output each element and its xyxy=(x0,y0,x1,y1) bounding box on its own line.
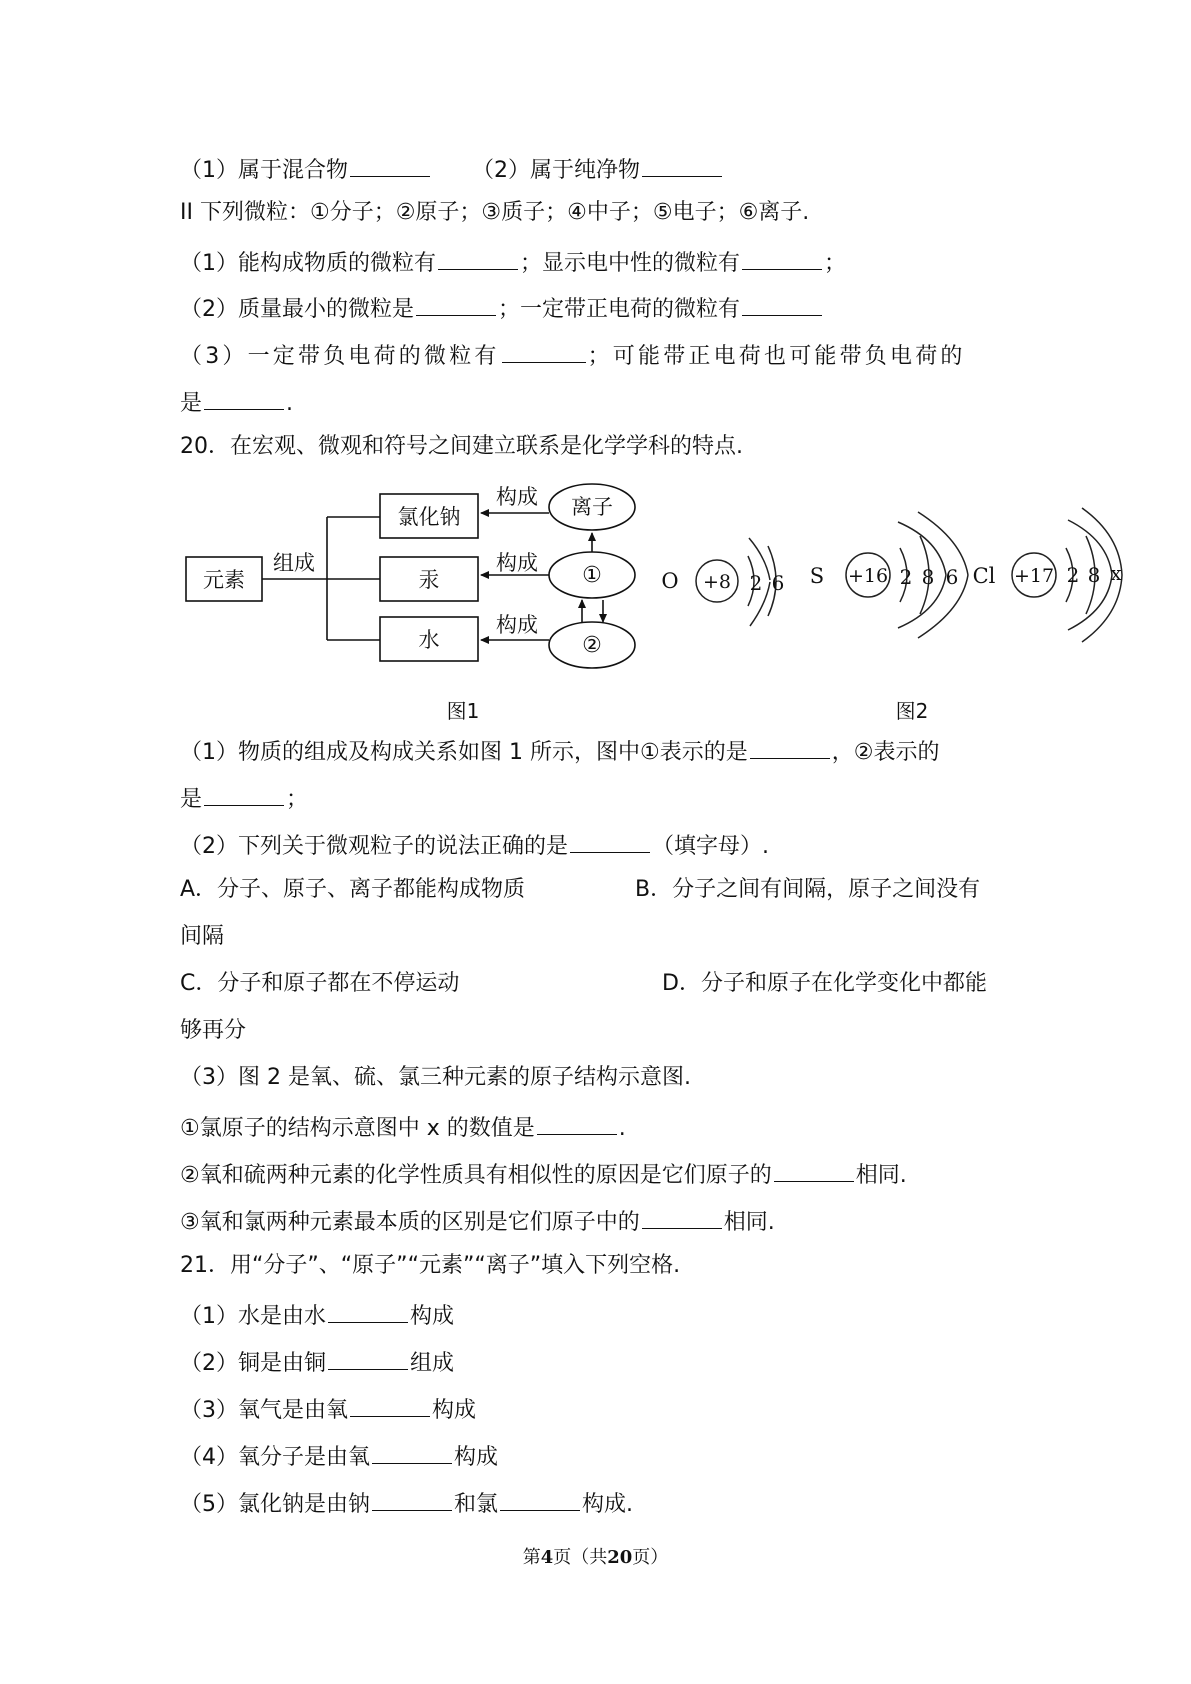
text: . xyxy=(286,391,294,416)
q21-item-4 xyxy=(180,1439,498,1473)
q21-item-3 xyxy=(180,1392,476,1426)
shell-s-1: 2 xyxy=(899,565,913,589)
mixture-pure-line xyxy=(180,152,724,186)
q20-sub1-line xyxy=(180,1110,626,1144)
q21-item-2 xyxy=(180,1345,454,1379)
text: 页（共 xyxy=(553,1547,608,1568)
text: 是 xyxy=(180,391,203,416)
q21-stem xyxy=(180,1251,680,1281)
text: （1）物质的组成及构成关系如图 1 所示，图中①表示的是 xyxy=(180,740,748,765)
text: （5）氯化钠是由钠 xyxy=(180,1492,370,1517)
nucleus-charge-cl: +17 xyxy=(1013,565,1055,587)
particles-line-3 xyxy=(180,338,966,372)
shell-o-1: 2 xyxy=(749,571,763,595)
shell-s-3: 6 xyxy=(945,565,959,589)
text: （2）下列关于微观粒子的说法正确的是 xyxy=(180,834,568,859)
text: . xyxy=(618,1116,626,1141)
answer-blank[interactable] xyxy=(502,338,586,363)
options-row-ab xyxy=(180,875,1020,905)
construct-label-2: 构成 xyxy=(496,551,538,575)
q20-part1-line-2 xyxy=(180,781,308,815)
total-pages: 20 xyxy=(607,1547,633,1568)
particles-intro xyxy=(180,198,809,228)
text: 21．用“分子”、“原子”“元素”“离子”填入下列空格. xyxy=(180,1253,681,1278)
particle-ion: 离子 xyxy=(571,495,613,519)
text: （1）水是由水 xyxy=(180,1304,326,1329)
text: 页） xyxy=(632,1547,669,1568)
answer-blank[interactable] xyxy=(328,1298,408,1323)
text: （1）能构成物质的微粒有 xyxy=(180,251,436,276)
atom-symbol-s: S xyxy=(809,564,825,588)
text: 是 xyxy=(180,787,203,812)
answer-blank[interactable] xyxy=(372,1439,452,1464)
shell-cl-2: 8 xyxy=(1087,563,1101,587)
text: ；显示电中性的微粒有 xyxy=(520,251,741,276)
text: ； xyxy=(286,787,309,812)
q20-sub2-line xyxy=(180,1157,907,1191)
text: （4）氧分子是由氧 xyxy=(180,1445,370,1470)
q20-sub3-line xyxy=(180,1204,775,1238)
option-b-wrap xyxy=(180,922,224,952)
element-label: 元素 xyxy=(203,568,245,592)
nucleus-charge-o: +8 xyxy=(702,571,732,593)
answer-blank[interactable] xyxy=(350,1392,430,1417)
text: （2）铜是由铜 xyxy=(180,1351,326,1376)
text: 间隔 xyxy=(180,924,225,949)
text: 构成 xyxy=(410,1304,455,1329)
answer-blank[interactable] xyxy=(570,828,650,853)
substance-water: 水 xyxy=(418,628,440,652)
option-a[interactable]: A．分子、原子、离子都能构成物质 xyxy=(180,877,526,902)
answer-blank[interactable] xyxy=(438,245,518,270)
answer-blank[interactable] xyxy=(537,1110,617,1135)
particles-line-2 xyxy=(180,291,824,325)
text: 相同. xyxy=(855,1163,907,1188)
answer-blank[interactable] xyxy=(204,385,284,410)
text: （2）质量最小的微粒是 xyxy=(180,297,414,322)
page-number: 4 xyxy=(540,1547,554,1568)
shell-s-2: 8 xyxy=(921,565,935,589)
answer-blank[interactable] xyxy=(416,291,496,316)
construct-label-3: 构成 xyxy=(496,613,538,637)
answer-blank[interactable] xyxy=(750,734,830,759)
options-row-cd xyxy=(180,969,1020,999)
text: ，②表示的 xyxy=(831,740,940,765)
text: 构成 xyxy=(454,1445,499,1470)
answer-blank[interactable] xyxy=(204,781,284,806)
text: 和氯 xyxy=(454,1492,499,1517)
text: ；可能带正电荷也可能带负电荷的 xyxy=(587,344,966,369)
text: 构成. xyxy=(582,1492,634,1517)
nucleus-charge-s: +16 xyxy=(847,565,889,587)
q2-pure-label: （2）属于纯净物 xyxy=(472,158,640,183)
answer-blank[interactable] xyxy=(328,1345,408,1370)
q20-part1-line xyxy=(180,734,939,768)
text: 20．在宏观、微观和符号之间建立联系是化学学科的特点. xyxy=(180,434,743,459)
q20-part2-line xyxy=(180,828,769,862)
text: （3）一定带负电荷的微粒有 xyxy=(180,344,500,369)
text: 构成 xyxy=(432,1398,477,1423)
figure-1-caption: 图1 xyxy=(446,699,480,720)
q21-item-1 xyxy=(180,1298,454,1332)
text: （填字母）. xyxy=(652,834,769,859)
figure-area xyxy=(0,470,1191,720)
shell-cl-1: 2 xyxy=(1066,563,1080,587)
text: 第 xyxy=(522,1547,541,1568)
intro-text: II 下列微粒：①分子；②原子；③质子；④中子；⑤电子；⑥离子. xyxy=(180,200,810,225)
particle-1: ① xyxy=(582,563,602,588)
q20-stem xyxy=(180,432,743,462)
atom-symbol-cl: Cl xyxy=(972,564,996,588)
q21-item-5 xyxy=(180,1486,633,1520)
answer-blank[interactable] xyxy=(642,1204,722,1229)
answer-blank[interactable] xyxy=(742,291,822,316)
q20-part3-line xyxy=(180,1063,691,1093)
particle-2: ② xyxy=(582,633,602,658)
substance-hg: 汞 xyxy=(418,568,440,592)
text: （3）氧气是由氧 xyxy=(180,1398,348,1423)
text: 够再分 xyxy=(180,1018,247,1043)
compose-label: 组成 xyxy=(273,551,315,575)
text: ①氯原子的结构示意图中 x 的数值是 xyxy=(180,1116,535,1141)
answer-blank[interactable] xyxy=(500,1486,580,1511)
answer-blank[interactable] xyxy=(372,1486,452,1511)
text: （3）图 2 是氧、硫、氯三种元素的原子结构示意图. xyxy=(180,1065,691,1090)
shell-cl-3: x xyxy=(1110,561,1122,585)
particles-line-4 xyxy=(180,385,293,419)
option-d[interactable]: D．分子和原子在化学变化中都能 xyxy=(662,971,987,996)
text: ；一定带正电荷的微粒有 xyxy=(498,297,741,322)
atom-symbol-o: O xyxy=(661,569,679,593)
option-b[interactable]: B．分子之间有间隔，原子之间没有 xyxy=(635,877,981,902)
option-c[interactable]: C．分子和原子都在不停运动 xyxy=(180,971,460,996)
text: 组成 xyxy=(410,1351,455,1376)
text: ； xyxy=(824,251,847,276)
construct-label-1: 构成 xyxy=(496,485,538,509)
q1-mixture-label: （1）属于混合物 xyxy=(180,158,348,183)
text: ③氧和氯两种元素最本质的区别是它们原子中的 xyxy=(180,1210,640,1235)
substance-nacl: 氯化钠 xyxy=(397,505,461,529)
page-footer xyxy=(0,1543,1191,1569)
answer-blank[interactable] xyxy=(774,1157,854,1182)
text: ②氧和硫两种元素的化学性质具有相似性的原因是它们原子的 xyxy=(180,1163,772,1188)
shell-o-2: 6 xyxy=(771,571,785,595)
answer-blank[interactable] xyxy=(350,152,430,177)
particles-line-1 xyxy=(180,245,846,279)
figure-2-caption: 图2 xyxy=(895,699,929,720)
text: 相同. xyxy=(723,1210,775,1235)
answer-blank[interactable] xyxy=(642,152,722,177)
answer-blank[interactable] xyxy=(742,245,822,270)
option-d-wrap xyxy=(180,1016,246,1046)
